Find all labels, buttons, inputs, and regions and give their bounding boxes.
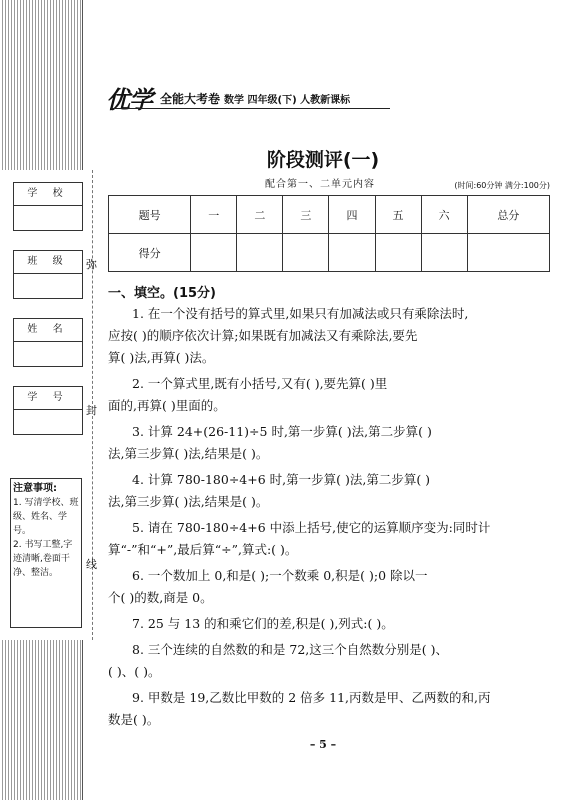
score-cell[interactable] (191, 234, 237, 272)
question-line: 8. 三个连续的自然数的和是 72,这三个自然数分别是( )、 (132, 642, 448, 657)
note-item: 2. 书写工整,字迹清晰,卷面干净、整洁。 (13, 540, 73, 578)
question-line: 法,第三步算( )法,结果是( )。 (108, 446, 269, 461)
student-number-label: 学 号 (14, 387, 82, 410)
page-subtitle: 配合第一、二单元内容 (265, 179, 375, 190)
question-line: 5. 请在 780-180÷4+6 中添上括号,使它的运算顺序变为:同时计 (132, 520, 491, 535)
score-header-cell: 一 (191, 196, 237, 234)
notes-title: 注意事项: (13, 483, 57, 494)
brand-subtitle: 数学 四年级(下) 人教新课标 (224, 95, 351, 106)
score-cell[interactable] (375, 234, 421, 272)
school-label: 学 校 (14, 183, 82, 206)
score-row-label: 得分 (109, 234, 191, 272)
score-header-cell: 三 (283, 196, 329, 234)
score-header-cell: 题号 (109, 196, 191, 234)
score-cell[interactable] (283, 234, 329, 272)
score-header-cell: 五 (375, 196, 421, 234)
question-line: ( )、( )。 (108, 664, 161, 679)
question-line: 9. 甲数是 19,乙数比甲数的 2 倍多 11,丙数是甲、乙两数的和,丙 (132, 690, 491, 705)
note-item: 1. 写清学校、班级、姓名、学号。 (13, 498, 79, 536)
seal-char-1: 弥 (86, 258, 97, 271)
score-header-cell: 六 (421, 196, 467, 234)
score-cell[interactable] (467, 234, 549, 272)
question-line: 算“-”和“+”,最后算“÷”,算式:( )。 (108, 542, 298, 557)
question-line: 数是( )。 (108, 712, 160, 727)
question-line: 应按( )的顺序依次计算;如果既有加减法又有乘除法,要先 (108, 328, 418, 343)
seal-char-2: 封 (86, 404, 97, 417)
score-cell[interactable] (421, 234, 467, 272)
question-line: 1. 在一个没有括号的算式里,如果只有加减法或只有乘除法时, (132, 306, 469, 321)
name-input[interactable] (14, 342, 82, 366)
section-heading: 一、填空。(15分) (108, 286, 216, 301)
class-field-box (13, 250, 83, 299)
name-label: 姓 名 (14, 319, 82, 342)
score-header-cell: 二 (237, 196, 283, 234)
question-line: 面的,再算( )里面的。 (108, 398, 226, 413)
score-table-score-row (109, 234, 550, 272)
question-line: 算( )法,再算( )法。 (108, 350, 215, 365)
name-field-box (13, 318, 83, 367)
score-table (108, 195, 550, 272)
seal-char-3: 线 (86, 558, 97, 571)
question-line: 7. 25 与 13 的和乘它们的差,积是( ),列式:( )。 (132, 616, 394, 631)
score-cell[interactable] (237, 234, 283, 272)
brand-title-group (160, 90, 350, 107)
student-number-input[interactable] (14, 410, 82, 434)
school-field-box (13, 182, 83, 231)
notes-box (10, 478, 82, 628)
question-line: 4. 计算 780-180÷4+6 时,第一步算( )法,第二步算( ) (132, 472, 431, 487)
score-header-cell: 四 (329, 196, 375, 234)
brand-underline (110, 108, 390, 109)
brand-logo: 优学 (106, 86, 152, 114)
time-info: (时间:60分钟 满分:100分) (454, 181, 550, 190)
brand-title: 全能大考卷 (160, 92, 221, 106)
score-table-header-row (109, 196, 550, 234)
class-label: 班 级 (14, 251, 82, 274)
question-line: 2. 一个算式里,既有小括号,又有( ),要先算( )里 (132, 376, 388, 391)
page-number: – 5 – (309, 738, 337, 751)
brand-header (106, 80, 406, 114)
question-line: 法,第三步算( )法,结果是( )。 (108, 494, 269, 509)
question-line: 6. 一个数加上 0,和是( );一个数乘 0,积是( );0 除以一 (132, 568, 428, 583)
left-stripe-top (0, 0, 83, 170)
question-line: 个( )的数,商是 0。 (108, 590, 213, 605)
score-cell[interactable] (329, 234, 375, 272)
left-stripe-bottom (0, 640, 83, 800)
school-input[interactable] (14, 206, 82, 230)
page-title: 阶段测评(一) (266, 149, 380, 171)
student-number-field-box (13, 386, 83, 435)
question-line: 3. 计算 24+(26-11)÷5 时,第一步算( )法,第二步算( ) (132, 424, 432, 439)
score-header-cell: 总分 (467, 196, 549, 234)
class-input[interactable] (14, 274, 82, 298)
